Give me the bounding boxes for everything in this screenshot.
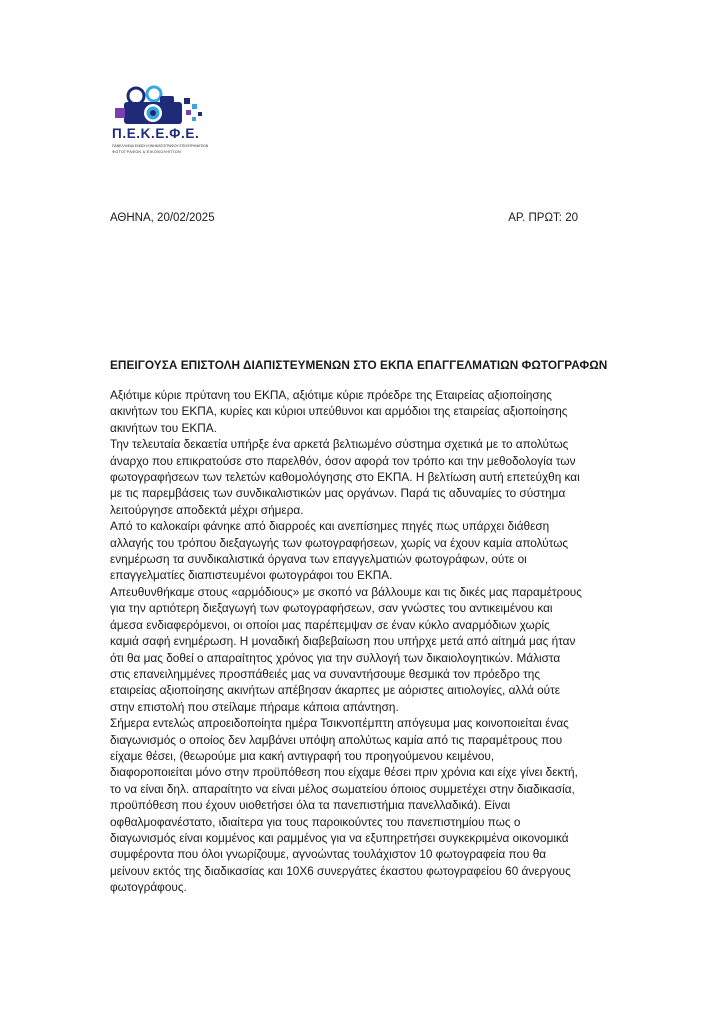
body-line: στην επιστολή που στείλαμε πήραμε κάποια απάντηση. xyxy=(110,699,399,714)
body-line: με τις παρεμβάσεις των συνδικαλιστικών μας οργάνων. Παρά τις αδυναμίες το σύστημα xyxy=(110,486,566,501)
body-line: λειτούργησε αποδεκτά μέχρι σήμερα. xyxy=(110,502,304,517)
body-line: προϋπόθεση που έχουν υιοθετήσει όλα τα πανεπιστήμια πανελλαδικά). Είναι xyxy=(110,798,511,813)
letter-date: ΑΘΗΝΑ, 20/02/2025 xyxy=(110,212,215,224)
body-line: Την τελευταία δεκαετία υπήρξε ένα αρκετά βελτιωμένο σύστημα σχετικά με το απολύτως xyxy=(110,437,569,452)
body-line: διαφοροποιείται μόνο στην προϋπόθεση που είχαμε θέσει πριν χρόνια και είχε γίνει δεκτή, xyxy=(110,765,578,780)
body-line: φωτογραφήσεων των τελετών καθομολόγησης στο ΕΚΠΑ. Η βελτίωση αυτή επετεύχθη και xyxy=(110,470,580,485)
protocol-number: ΑΡ. ΠΡΩΤ: 20 xyxy=(508,212,578,224)
body-line: άναρχο που επικρατούσε στο παρελθόν, όσον αφορά τον τρόπο και την μεθοδολογία των xyxy=(110,453,576,468)
body-line: ότι θα μας δοθεί ο απαραίτητος χρόνος για την συλλογή των δικαιολογητικών. Μάλιστα xyxy=(110,650,561,665)
letter-title: ΕΠΕΙΓΟΥΣΑ ΕΠΙΣΤΟΛΗ ΔΙΑΠΙΣΤΕΥΜΕΝΩΝ ΣΤΟ ΕΚΠΑ ΕΠΑΓΓΕΛΜΑΤΙΩΝ ΦΩΤΟΓΡΑΦΩΝ xyxy=(110,358,608,372)
body-line: διαγωνισμός ο οποίος δεν λαμβάνει υπόψη απολύτως καμία από τις παραμέτρους που xyxy=(110,732,563,747)
body-line: στις επανειλημμένες προσπάθειές μας να συναντήσουμε θεσμικά τον πρόεδρο της xyxy=(110,666,540,681)
body-line: μείνουν εκτός της διαδικασίας και 10Χ6 συνεργάτες έκαστου φωτογραφείου 60 άνεργους xyxy=(110,863,571,878)
logo-wordmark: Π.Ε.Κ.Ε.Φ.Ε. xyxy=(112,126,200,141)
body-line: οφθαλμοφανέστατο, ιδιαίτερα για τους παροικούντες του πανεπιστημίου πως ο xyxy=(110,814,521,829)
body-line: ακινήτων του ΕΚΠΑ, κυρίες και κύριοι υπεύθυνοι και αρμόδιοι της εταιρείας αξιοποίησης xyxy=(110,404,568,419)
organization-logo xyxy=(110,84,222,162)
logo-tagline: ΠΑΝΕΛΛΗΝΙΑ ΕΝΩΣΗ ΚΙΝΗΜΑΤΟΓΡΑΦΟΥ ΕΠΙΧΕΙΡΗΜΑΤΙΩΝ xyxy=(112,144,209,148)
body-line: φωτογράφους. xyxy=(110,880,187,895)
body-line: το να είναι δηλ. απαραίτητο να είναι μέλος σωματείου όποιος συμμετέχει στην διαδικασία, xyxy=(110,781,575,796)
body-line: ακινήτων του ΕΚΠΑ. xyxy=(110,420,217,435)
body-line: αλλαγής του τρόπου διεξαγωγής των φωτογραφήσεων, χωρίς να έχουν καμία απολύτως xyxy=(110,535,569,550)
body-line: εταιρείας αξιοποίησης ακινήτων απέβησαν άκαρπες με αόριστες αιτιολογίες, αλλά ούτε xyxy=(110,683,561,698)
body-line: Αξιότιμε κύριε πρύτανη του ΕΚΠΑ, αξιότιμε κύριε πρόεδρε της Εταιρείας αξιοποίησης xyxy=(110,388,552,402)
body-line: Από το καλοκαίρι φάνηκε από διαρροές και ανεπίσημες πηγές πως υπάρχει διάθεση xyxy=(110,519,550,534)
body-line: διαγωνισμός είναι κομμένος και ραμμένος για να εξυπηρετήσει συγκεκριμένα οικονομικά xyxy=(110,830,569,845)
body-line: καμιά σαφή ενημέρωση. Η μοναδική διαβεβαίωση που υπήρχε μετά από αίτημά μας ήταν xyxy=(110,634,576,649)
logo-subtagline: ΦΩΤΟΓΡΑΦΩΝ & ΕΙΚΟΝΟΛΗΠΤΩΝ xyxy=(112,150,182,154)
camera-film-reel-logo-icon xyxy=(110,84,222,128)
body-line: ενημέρωση τα συνδικαλιστικά όργανα των επαγγελματιών φωτογράφων, ούτε οι xyxy=(110,552,527,567)
body-line: για την αρτιότερη διεξαγωγή των φωτογραφήσεων, σαν γνώστες του αντικειμένου και xyxy=(110,601,553,616)
body-line: Απευθυνθήκαμε στους «αρμόδιους» με σκοπό να βάλλουμε και τις δικές μας παραμέτρους xyxy=(110,584,582,599)
body-line: Σήμερα εντελώς απροειδοποίητα ημέρα Τσικνοπέμπτη απόγευμα μας κοινοποιείται ένας xyxy=(110,716,569,731)
letter-body xyxy=(110,387,618,896)
body-line: συμφέροντα που όλοι γνωρίζουμε, αγνοώντας τουλάχιστον 10 φωτογραφεία που θα xyxy=(110,847,547,862)
body-line: επαγγελματίες διαπιστευμένοι φωτογράφοι του ΕΚΠΑ. xyxy=(110,568,393,583)
body-line: άμεσα ενδιαφερόμενοι, οι οποίοι μας παρέπεμψαν σε έναν κύκλο αναρμόδιων χωρίς xyxy=(110,617,550,632)
body-line: είχαμε θέσει, (θεωρούμε μια κακή αντιγραφή του προηγούμενου κειμένου, xyxy=(110,748,495,763)
